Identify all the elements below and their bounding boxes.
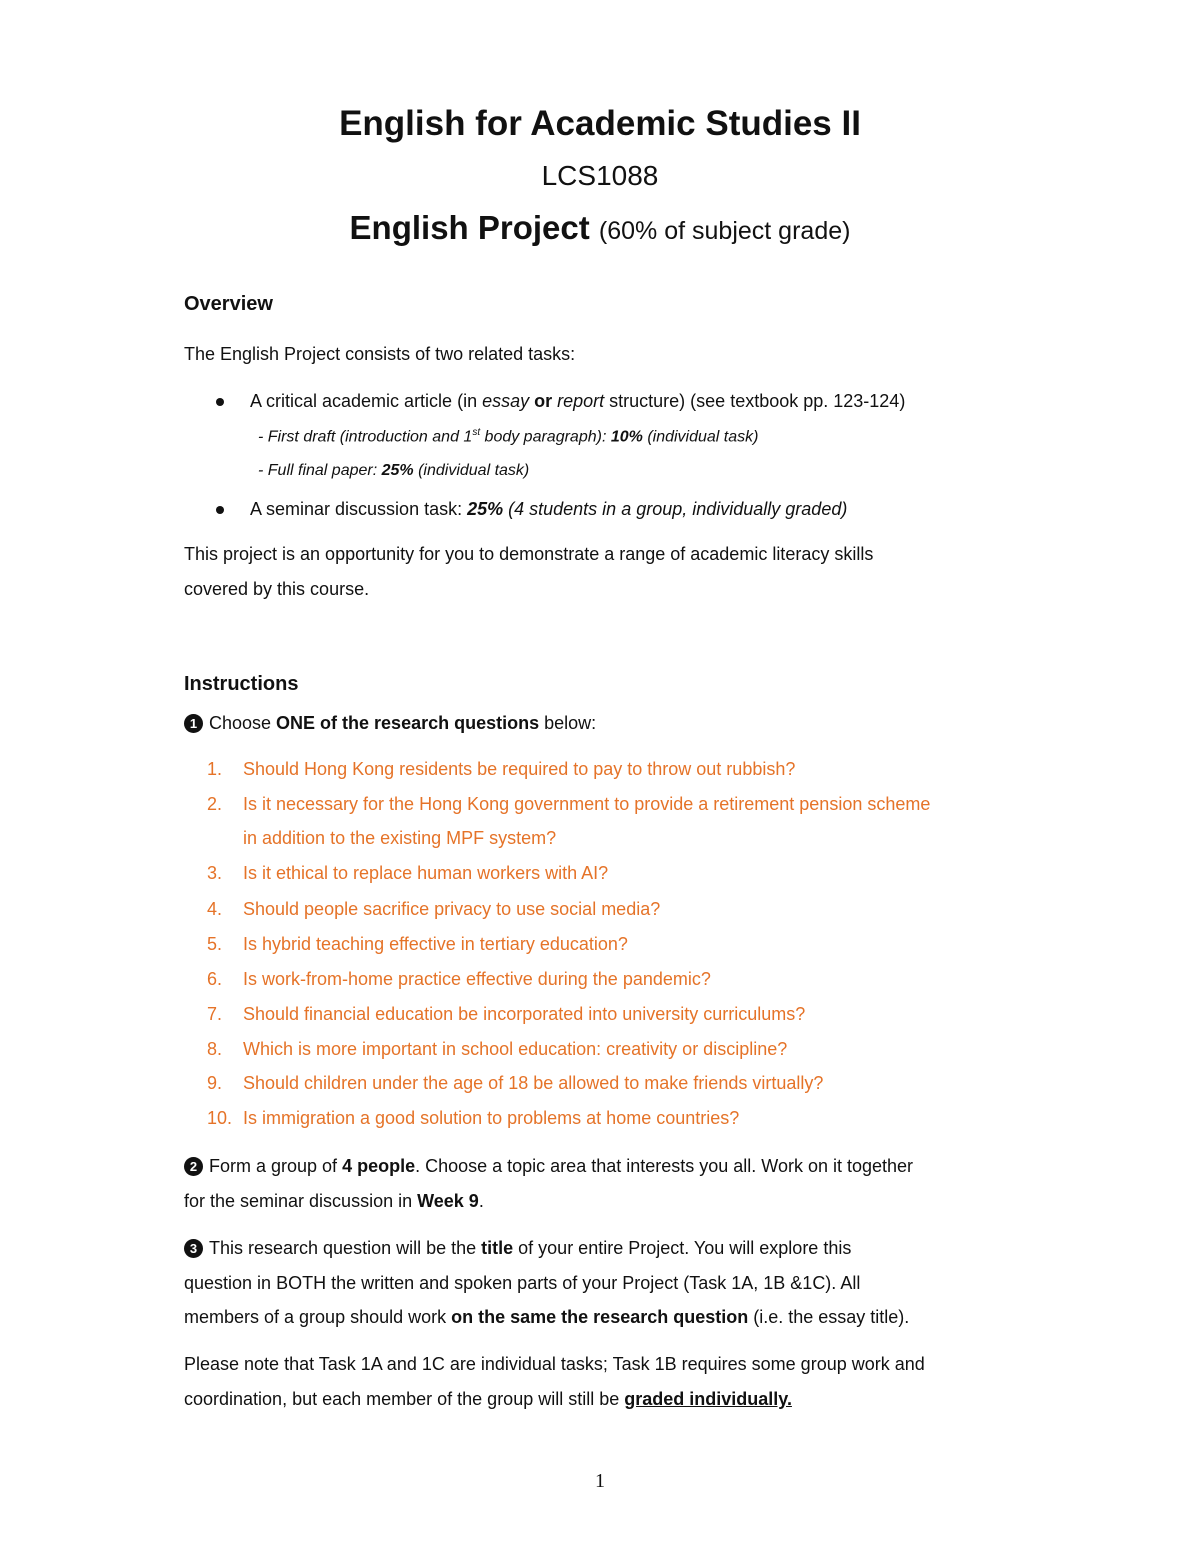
question-item: 9. Should children under the age of 18 be allowed to make friends virtually?: [207, 1073, 824, 1093]
step-1: 1 Choose ONE of the research questions below:: [184, 706, 596, 741]
final-paper-line: - Full final paper: 25% (individual task): [258, 462, 530, 479]
project-title-text: English Project: [349, 209, 590, 246]
question-item: 6. Is work-from-home practice effective during the pandemic?: [207, 969, 711, 989]
question-item: 4. Should people sacrifice privacy to use social media?: [207, 899, 661, 919]
page-number: 1: [595, 1470, 605, 1492]
step-3-line-2: question in BOTH the written and spoken parts of your Project (Task 1A, 1B &1C). All: [184, 1273, 861, 1293]
note-line-1: Please note that Task 1A and 1C are individual tasks; Task 1B requires some group work and: [184, 1354, 925, 1374]
instructions-heading: Instructions: [184, 673, 299, 695]
step-2: 2 Form a group of 4 people. Choose a topic area that interests you all. Work on it together: [184, 1149, 913, 1184]
overview-closing-2: covered by this course.: [184, 579, 370, 599]
question-item: 7. Should financial education be incorporated into university curriculums?: [207, 1004, 806, 1024]
step-1-marker: 1: [184, 714, 203, 733]
overview-intro: The English Project consists of two related tasks:: [184, 344, 576, 364]
step-3-line-3: members of a group should work on the same the research question (i.e. the essay title).: [184, 1307, 910, 1327]
question-item: 1. Should Hong Kong residents be required to pay to throw out rubbish?: [207, 759, 796, 779]
first-draft-line: - First draft (introduction and 1st body paragraph): 10% (individual task): [258, 427, 759, 446]
task-article: A critical academic article (in essay or report structure) (see textbook pp. 123-124): [250, 391, 906, 411]
document-title: English for Academic Studies II: [339, 104, 861, 143]
bullet-dot: [216, 398, 224, 406]
note-line-2: coordination, but each member of the group will still be graded individually.: [184, 1389, 792, 1409]
step-3-marker: 3: [184, 1239, 203, 1258]
project-title: [0, 209, 1200, 247]
step-3: 3 This research question will be the title of your entire Project. You will explore this: [184, 1231, 851, 1266]
question-item: 3. Is it ethical to replace human workers with AI?: [207, 863, 609, 883]
question-item: 5. Is hybrid teaching effective in tertiary education?: [207, 934, 628, 954]
bullet-dot: [216, 506, 224, 514]
graded-individually: graded individually.: [624, 1389, 792, 1409]
step-2-marker: 2: [184, 1157, 203, 1176]
question-item-continued: in addition to the existing MPF system?: [243, 828, 557, 848]
project-weight: (60% of subject grade): [598, 217, 851, 245]
question-item: 10. Is immigration a good solution to problems at home countries?: [207, 1108, 740, 1128]
step-2-line-2: for the seminar discussion in Week 9.: [184, 1191, 484, 1211]
overview-closing-1: This project is an opportunity for you to demonstrate a range of academic literacy skills: [184, 544, 874, 564]
overview-heading: Overview: [184, 293, 273, 315]
course-code: LCS1088: [541, 160, 659, 191]
question-item: 8. Which is more important in school education: creativity or discipline?: [207, 1039, 788, 1059]
task-seminar: A seminar discussion task: 25% (4 students in a group, individually graded): [250, 499, 848, 519]
question-item: 2. Is it necessary for the Hong Kong government to provide a retirement pension scheme: [207, 794, 931, 814]
